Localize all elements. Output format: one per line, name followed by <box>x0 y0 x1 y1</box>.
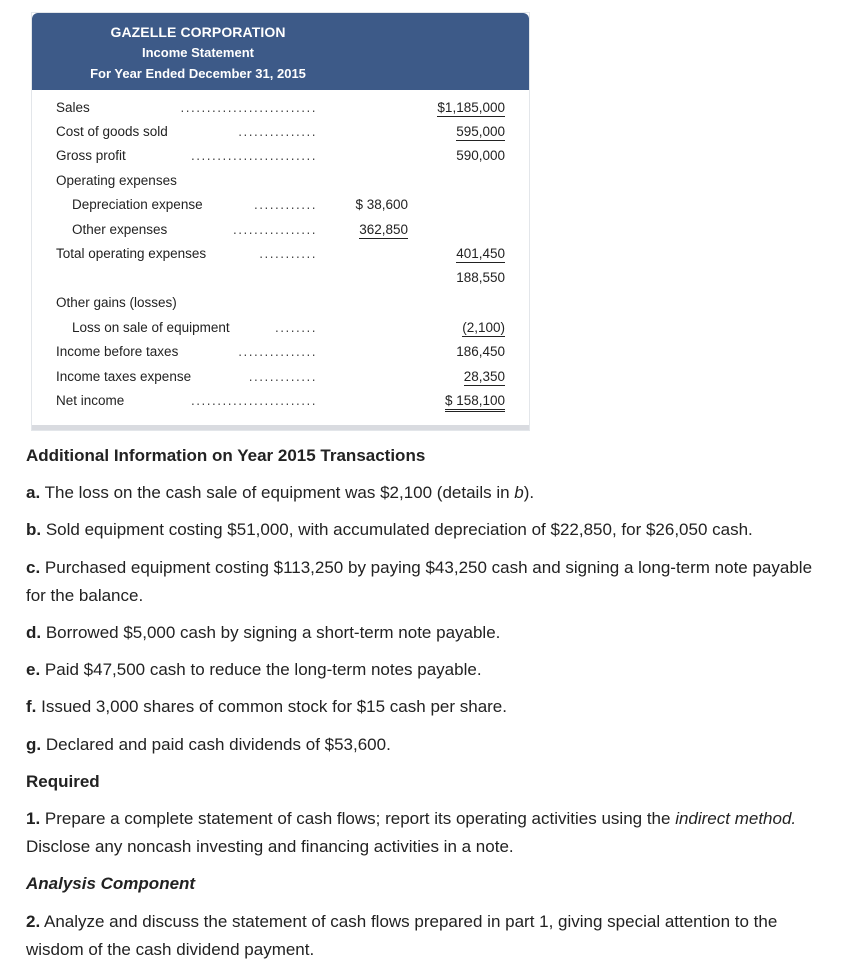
item-tail: Disclose any noncash investing and financing activities in a note. <box>26 837 514 856</box>
row-amount: 188,550 <box>456 270 505 285</box>
row-label: Other expenses <box>72 222 168 237</box>
statement-row-sales <box>32 98 529 120</box>
statement-row-depreciation <box>32 195 529 217</box>
item-tail: ). <box>523 483 535 502</box>
row-label: Net income <box>56 393 125 408</box>
statement-row-total-operating-expenses <box>32 244 529 266</box>
item-text: Paid $47,500 cash to reduce the long-term notes payable. <box>44 660 482 679</box>
statement-row-other-expenses <box>32 220 529 242</box>
row-label: Loss on sale of equipment <box>72 320 230 335</box>
leader-dots: ............... <box>238 344 317 359</box>
row-label: Sales <box>56 100 90 115</box>
leader-dots: ........................ <box>190 393 317 408</box>
required-item-2 <box>26 908 836 964</box>
leader-dots: ............ <box>253 197 317 212</box>
row-label: Depreciation expense <box>72 197 203 212</box>
item-letter: d. <box>26 623 42 642</box>
item-letter: e. <box>26 660 41 679</box>
additional-info-heading: Additional Information on Year 2015 Transactions <box>26 446 426 465</box>
item-number: 2. <box>26 912 41 931</box>
row-amount: 28,350 <box>463 369 505 384</box>
row-amount: 590,000 <box>456 148 505 163</box>
row-label: Income before taxes <box>56 344 179 359</box>
info-item-d <box>26 619 836 647</box>
required-heading: Required <box>26 772 100 791</box>
leader-dots: ........... <box>259 246 317 261</box>
row-amount: $ 158,100 <box>445 393 505 412</box>
statement-row-subtotal <box>32 268 529 290</box>
row-amount: 595,000 <box>456 124 505 139</box>
row-label: Total operating expenses <box>56 246 207 261</box>
item-emphasis: indirect method. <box>675 809 797 828</box>
item-letter: b. <box>26 520 42 539</box>
statement-bottom-bar <box>32 425 529 430</box>
statement-period: For Year Ended December 31, 2015 <box>90 66 306 81</box>
info-item-b <box>26 516 836 544</box>
statement-row-net-income <box>32 391 529 413</box>
row-label: Gross profit <box>56 148 126 163</box>
item-text: Borrowed $5,000 cash by signing a short-term note payable. <box>45 623 501 642</box>
row-amount: $1,185,000 <box>437 100 505 115</box>
statement-row-income-before-taxes <box>32 342 529 364</box>
row-amount: (2,100) <box>462 320 505 335</box>
item-text: Analyze and discuss the statement of cash flows prepared in part 1, giving special attention to the wisdom of the cash dividend payment. <box>26 912 778 959</box>
leader-dots: ........ <box>274 320 317 335</box>
statement-row-income-taxes <box>32 367 529 389</box>
info-item-f <box>26 693 836 721</box>
statement-row-other-gains <box>32 293 529 315</box>
item-text: Declared and paid cash dividends of $53,600. <box>45 735 391 754</box>
row-amount-mid: $ 38,600 <box>355 197 408 212</box>
info-item-g <box>26 731 836 759</box>
info-item-e <box>26 656 836 684</box>
item-text: Sold equipment costing $51,000, with accumulated depreciation of $22,850, for $26,050 cash. <box>45 520 753 539</box>
item-letter: a. <box>26 483 41 502</box>
leader-dots: ............... <box>238 124 317 139</box>
row-label: Other gains (losses) <box>56 295 177 310</box>
statement-title: Income Statement <box>142 45 254 60</box>
leader-dots: .......................... <box>180 100 317 115</box>
analysis-heading <box>26 870 836 898</box>
row-amount: 186,450 <box>456 344 505 359</box>
row-amount-mid: 362,850 <box>359 222 408 237</box>
item-letter: g. <box>26 735 42 754</box>
item-letter: f. <box>26 697 37 716</box>
row-label: Operating expenses <box>56 173 177 188</box>
row-label: Cost of goods sold <box>56 124 168 139</box>
leader-dots: ................ <box>232 222 317 237</box>
company-name: GAZELLE CORPORATION <box>110 24 286 40</box>
item-letter: c. <box>26 558 41 577</box>
item-number: 1. <box>26 809 41 828</box>
income-statement <box>32 13 529 430</box>
item-text: Issued 3,000 shares of common stock for $15 cash per share. <box>41 697 507 716</box>
item-text: The loss on the cash sale of equipment was $2,100 (details in <box>44 483 515 502</box>
item-text: Purchased equipment costing $113,250 by paying $43,250 cash and signing a long-term note payable for the balance. <box>26 558 813 605</box>
item-emphasis: b <box>514 483 524 502</box>
statement-row-operating-expenses <box>32 171 529 193</box>
row-amount: 401,450 <box>456 246 505 261</box>
statement-header <box>32 13 529 90</box>
leader-dots: ............. <box>248 369 317 384</box>
required-item-1 <box>26 805 836 861</box>
info-item-c <box>26 554 836 610</box>
row-label: Income taxes expense <box>56 369 192 384</box>
statement-row-cogs <box>32 122 529 144</box>
statement-row-loss-on-sale <box>32 318 529 340</box>
leader-dots: ........................ <box>190 148 317 163</box>
analysis-heading-text: Analysis Component <box>26 874 196 893</box>
statement-row-gross-profit <box>32 146 529 168</box>
item-text: Prepare a complete statement of cash flows; report its operating activities using the <box>44 809 676 828</box>
info-item-a <box>26 479 836 507</box>
